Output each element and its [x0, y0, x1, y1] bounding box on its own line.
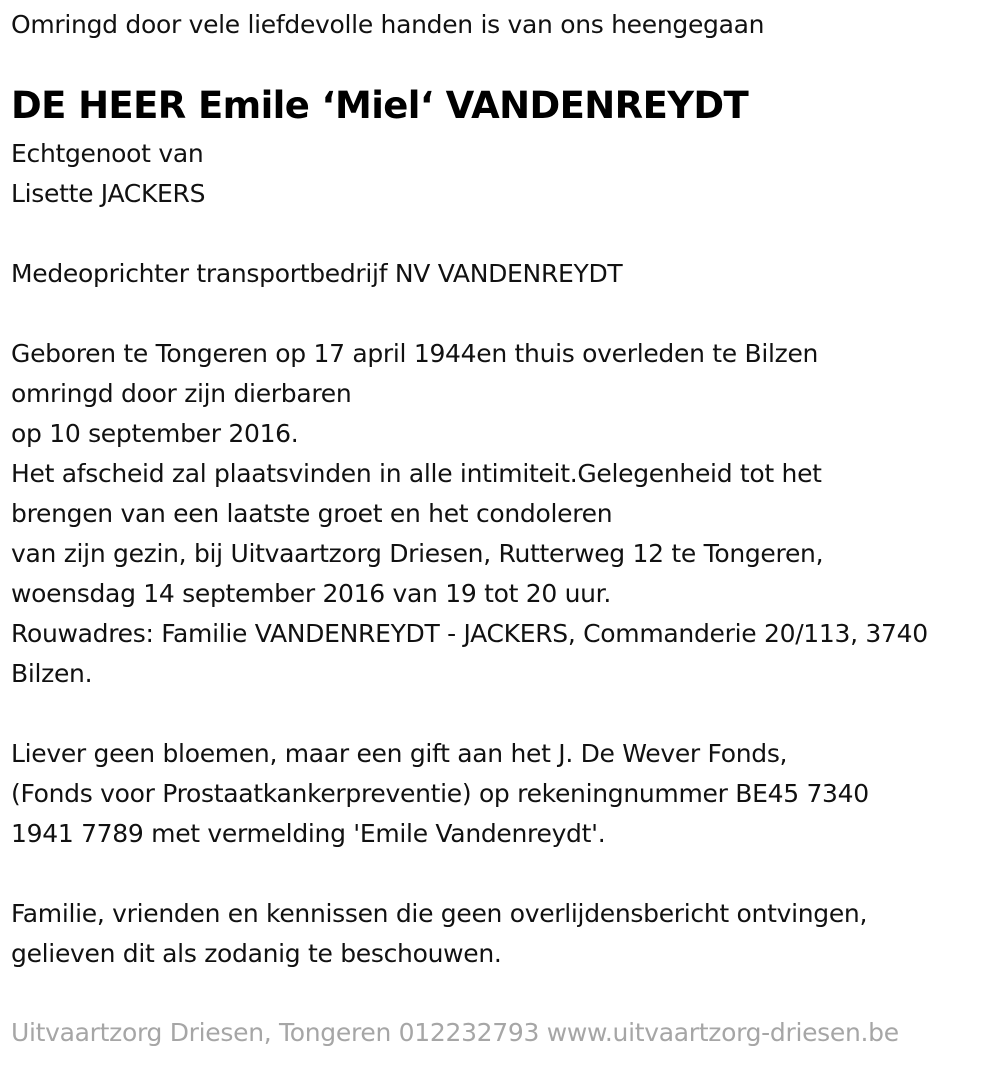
occupation-text: Medeoprichter transportbedrijf NV VANDENREYDT: [11, 259, 623, 288]
donation-line: Liever geen bloemen, maar een gift aan het J. De Wever Fonds,: [11, 739, 788, 768]
spouse-label: Echtgenoot van: [11, 139, 204, 168]
details-line: van zijn gezin, bij Uitvaartzorg Driesen, Rutterweg 12 te Tongeren,: [11, 539, 824, 568]
closing-line: Familie, vrienden en kennissen die geen overlijdensbericht ontvingen,: [11, 899, 868, 928]
donation-line: (Fonds voor Prostaatkankerpreventie) op rekeningnummer BE45 7340: [11, 779, 869, 808]
details-line: Geboren te Tongeren op 17 april 1944en thuis overleden te Bilzen: [11, 339, 819, 368]
spouse-name: Lisette JACKERS: [11, 179, 206, 208]
donation-block: [11, 734, 869, 854]
details-line: op 10 september 2016.: [11, 419, 299, 448]
donation-line: 1941 7789 met vermelding 'Emile Vandenreydt'.: [11, 819, 606, 848]
occupation-block: [11, 254, 622, 294]
deceased-name-title: DE HEER Emile ‘Miel‘ VANDENREYDT: [11, 84, 749, 127]
details-line: woensdag 14 september 2016 van 19 tot 20 uur.: [11, 579, 612, 608]
mourning-address-line: Bilzen.: [11, 659, 93, 688]
spouse-block: [11, 134, 205, 214]
closing-line: gelieven dit als zodanig te beschouwen.: [11, 939, 502, 968]
details-line: Het afscheid zal plaatsvinden in alle intimiteit.Gelegenheid tot het: [11, 459, 822, 488]
details-line: omringd door zijn dierbaren: [11, 379, 352, 408]
details-line: brengen van een laatste groet en het condoleren: [11, 499, 613, 528]
details-block: [11, 334, 928, 694]
intro-text: Omringd door vele liefdevolle handen is van ons heengegaan: [11, 10, 765, 39]
closing-block: [11, 894, 867, 974]
mourning-address-line: Rouwadres: Familie VANDENREYDT - JACKERS, Commanderie 20/113, 3740: [11, 619, 928, 648]
funeral-home-footer: Uitvaartzorg Driesen, Tongeren 012232793 www.uitvaartzorg-driesen.be: [11, 1018, 899, 1047]
